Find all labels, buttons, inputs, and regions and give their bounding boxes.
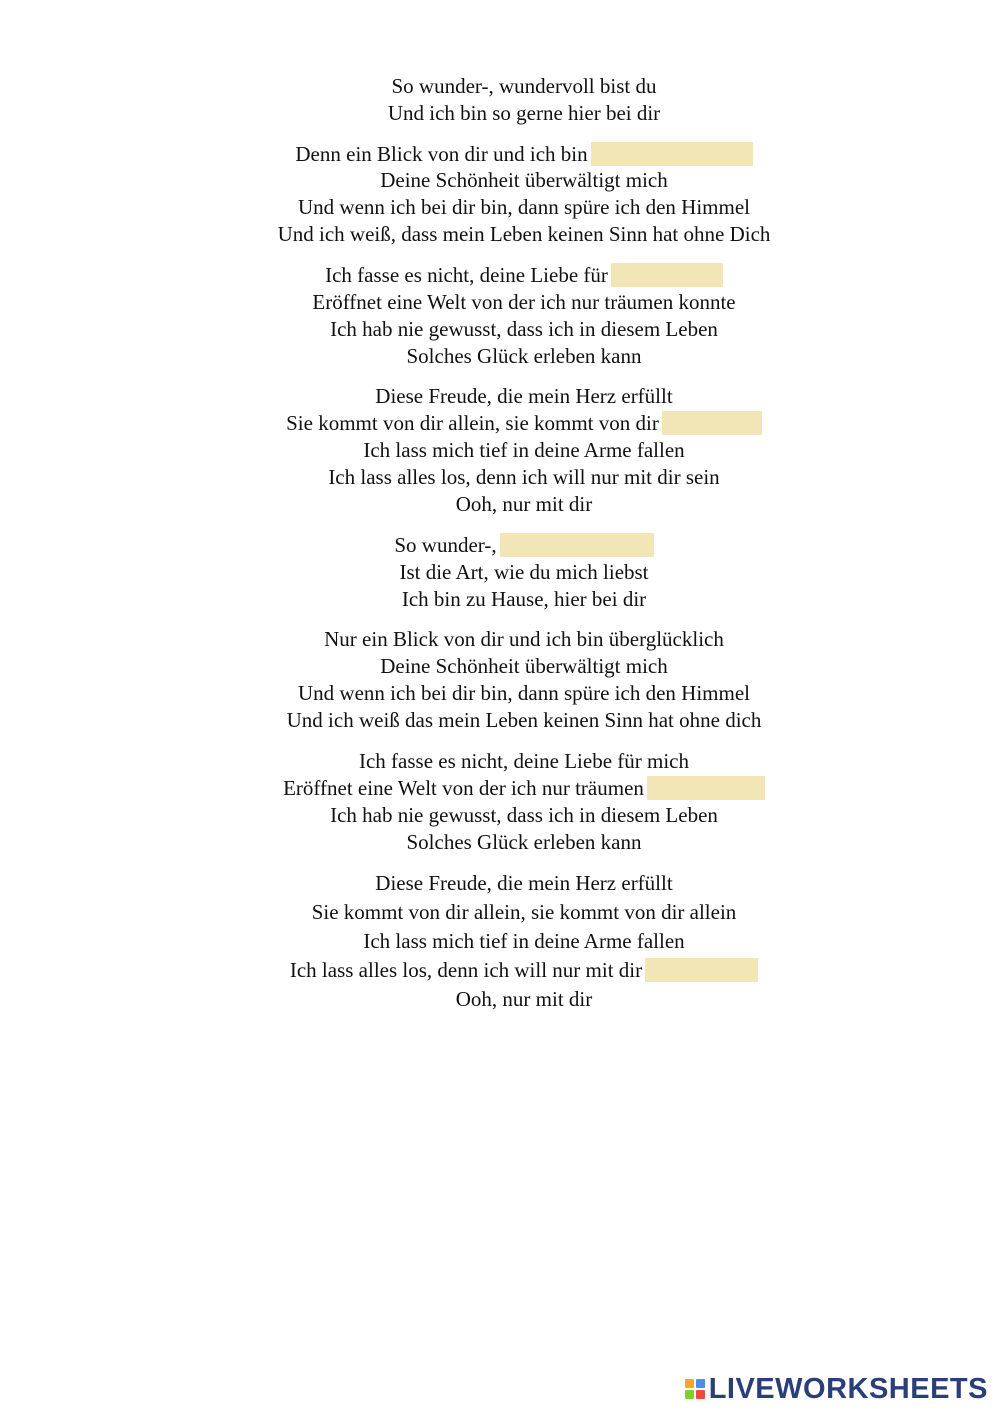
answer-blank-6[interactable] <box>645 958 758 982</box>
liveworksheets-logo[interactable] <box>685 1372 988 1406</box>
lyric-line: Sie kommt von dir allein, sie kommt von dir <box>0 410 1000 436</box>
answer-blank-1[interactable] <box>591 142 753 166</box>
lyric-line: Eröffnet eine Welt von der ich nur träumen <box>0 775 1000 801</box>
lyric-line: Und wenn ich bei dir bin, dann spüre ich den Himmel <box>298 681 750 705</box>
lyric-line: Ich bin zu Hause, hier bei dir <box>401 587 647 611</box>
lyric-line: So wunder-, wundervoll bist du <box>391 74 657 98</box>
lyric-line: Deine Schönheit überwältigt mich <box>380 168 668 192</box>
lyric-line: Ich lass mich tief in deine Arme fallen <box>363 438 685 462</box>
lyric-line: Diese Freude, die mein Herz erfüllt <box>375 871 673 895</box>
answer-blank-5[interactable] <box>647 776 765 800</box>
lyric-line: Ich hab nie gewusst, dass ich in diesem Leben <box>330 803 718 827</box>
lyric-line: Solches Glück erleben kann <box>406 344 642 368</box>
lyric-line: Ich lass alles los, denn ich will nur mit dir <box>0 957 1000 983</box>
lyric-line: Ich lass mich tief in deine Arme fallen <box>363 929 685 953</box>
lyric-line: Sie kommt von dir allein, sie kommt von dir allein <box>311 900 737 924</box>
lyric-line: Und wenn ich bei dir bin, dann spüre ich den Himmel <box>298 195 750 219</box>
answer-blank-4[interactable] <box>500 533 654 557</box>
lyric-line: Diese Freude, die mein Herz erfüllt <box>375 384 673 408</box>
lyric-line: Solches Glück erleben kann <box>406 830 642 854</box>
lyric-line: Ich hab nie gewusst, dass ich in diesem Leben <box>330 317 718 341</box>
lyric-line: Ist die Art, wie du mich liebst <box>399 560 649 584</box>
lyric-line: Denn ein Blick von dir und ich bin <box>0 141 1000 167</box>
logo-text: LIVEWORKSHEETS <box>708 1372 988 1405</box>
lyric-line: Deine Schönheit überwältigt mich <box>380 654 668 678</box>
lyric-line: Ooh, nur mit dir <box>455 492 593 516</box>
lyric-line: Und ich weiß das mein Leben keinen Sinn hat ohne dich <box>286 708 762 732</box>
answer-blank-2[interactable] <box>611 263 723 287</box>
lyric-line: So wunder-, <box>0 532 1000 558</box>
lyric-line: Ich lass alles los, denn ich will nur mit dir sein <box>328 465 720 489</box>
answer-blank-3[interactable] <box>662 411 762 435</box>
lyric-line: Ooh, nur mit dir <box>455 987 593 1011</box>
lyric-line: Nur ein Blick von dir und ich bin überglücklich <box>324 627 724 651</box>
lyric-line: Ich fasse es nicht, deine Liebe für <box>0 262 1000 288</box>
liveworksheets-logo-icon <box>685 1379 705 1399</box>
lyric-line: Und ich bin so gerne hier bei dir <box>387 101 661 125</box>
lyric-line: Eröffnet eine Welt von der ich nur träumen konnte <box>312 290 736 314</box>
lyric-line: Und ich weiß, dass mein Leben keinen Sinn hat ohne Dich <box>277 222 771 246</box>
lyric-line: Ich fasse es nicht, deine Liebe für mich <box>358 749 690 773</box>
